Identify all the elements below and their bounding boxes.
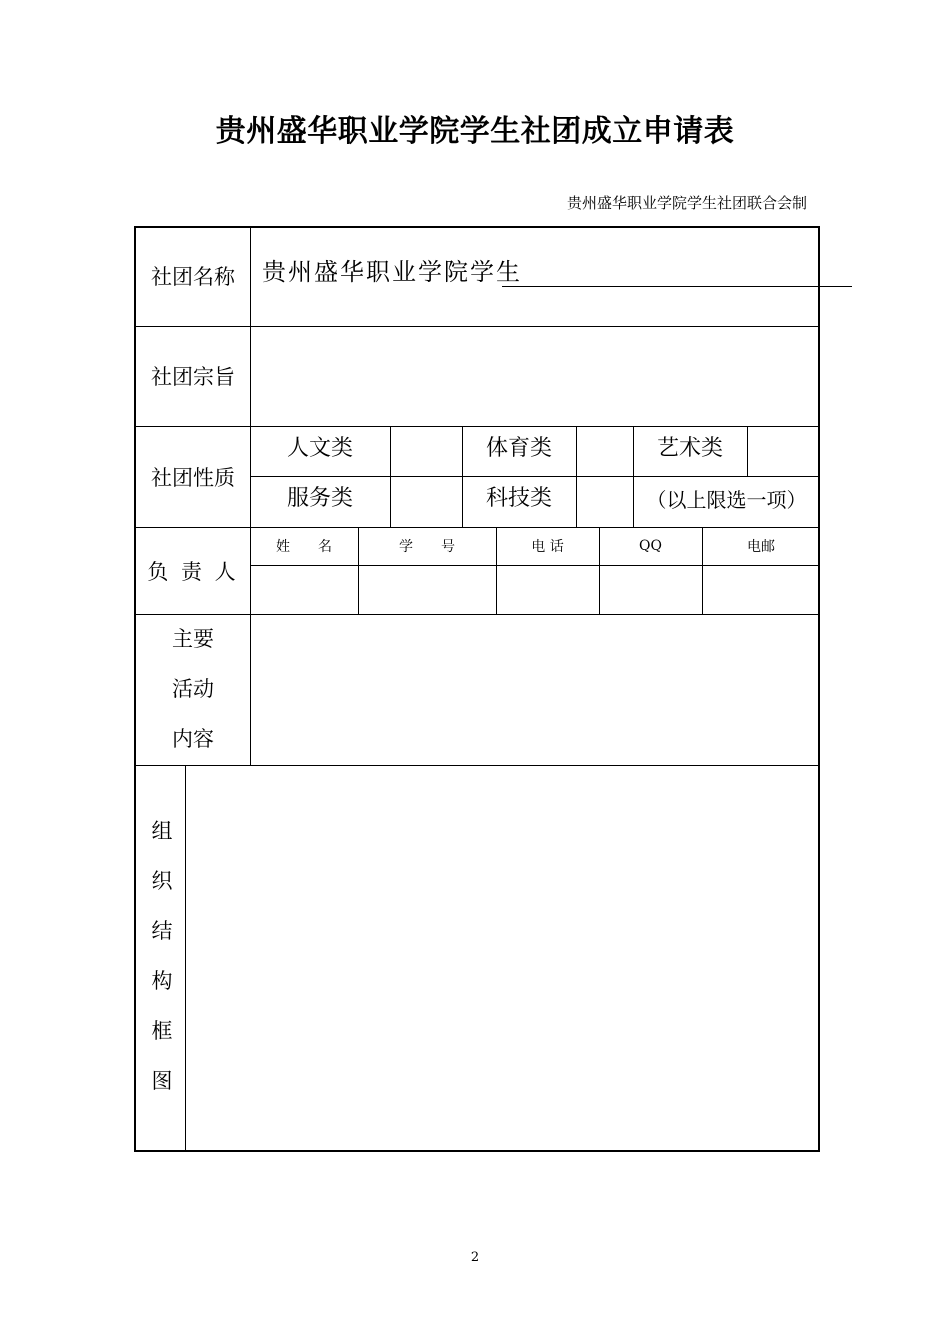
club-name-label: 社团名称 [151,265,235,289]
col-divider [185,765,186,1152]
nature-option-humanities: 人文类 [286,435,353,461]
leader-col-phone: 电 话 [531,539,564,555]
leader-qq-field[interactable] [600,566,701,613]
nature-checkbox-humanities[interactable] [391,427,461,475]
purpose-label: 社团宗旨 [151,365,235,389]
nature-option-service: 服务类 [286,485,353,511]
nature-label: 社团性质 [151,465,235,490]
leader-email-field[interactable] [703,566,818,613]
org-chart-label-char: 组 [151,819,173,843]
leader-name-field[interactable] [251,566,357,613]
club-name-underline [502,286,852,287]
activities-label-line: 活动 [172,677,214,701]
leader-phone-field[interactable] [497,566,598,613]
org-chart-field[interactable] [187,767,818,1150]
leader-col-qq: QQ [639,538,662,554]
nature-option-technology: 科技类 [485,485,552,511]
nature-checkbox-sports[interactable] [577,427,632,475]
org-chart-label-char: 织 [151,869,173,893]
page-number: 2 [470,1250,480,1265]
page-title: 贵州盛华职业学院学生社团成立申请表 [215,114,735,149]
nature-checkbox-arts[interactable] [748,427,818,475]
org-chart-label-char: 框 [151,1019,173,1043]
activities-field[interactable] [252,616,818,764]
org-chart-label-char: 图 [151,1069,173,1093]
org-chart-label-char: 构 [151,969,173,993]
nature-option-sports: 体育类 [485,435,552,461]
row-divider [134,765,820,766]
purpose-field[interactable] [252,328,818,425]
leader-col-student-id: 学 号 [399,539,455,555]
activities-label [136,614,250,765]
nature-option-arts: 艺术类 [656,435,723,461]
club-name-value[interactable]: 贵州盛华职业学院学生 [262,258,522,286]
activities-label-line: 主要 [172,627,214,651]
leader-col-email: 电邮 [747,539,775,555]
nature-note: （以上限选一项） [646,487,807,512]
issuer-line: 贵州盛华职业学院学生社团联合会制 [566,194,807,212]
org-chart-label-char: 结 [151,919,173,943]
nature-checkbox-technology[interactable] [577,477,632,526]
leader-col-name: 姓 名 [276,539,332,555]
leader-label: 负 责 人 [147,559,239,584]
activities-label-line: 内容 [172,727,214,751]
leader-student-id-field[interactable] [359,566,495,613]
nature-checkbox-service[interactable] [391,477,461,526]
